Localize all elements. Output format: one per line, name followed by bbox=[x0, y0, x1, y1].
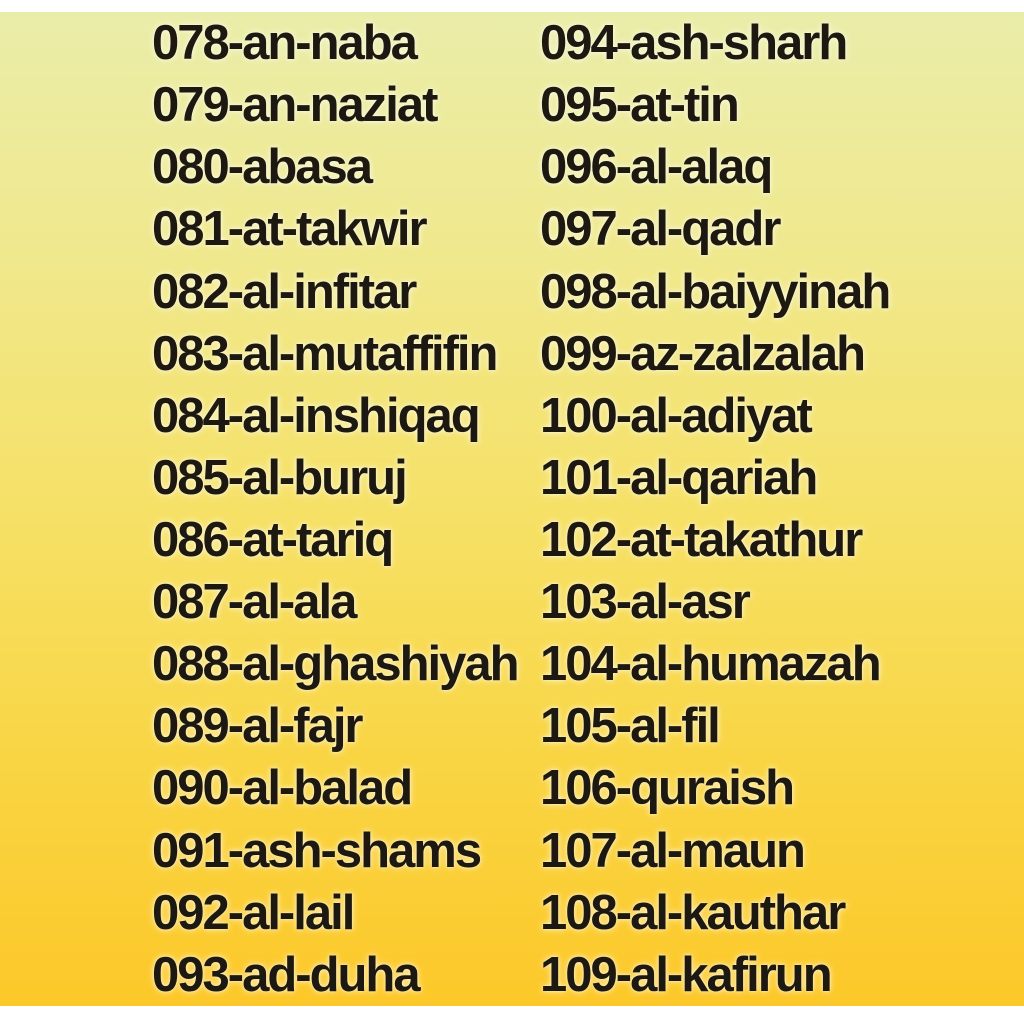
surah-list-item: 082-al-infitar bbox=[152, 264, 416, 319]
surah-list-item: 089-al-fajr bbox=[152, 699, 362, 754]
surah-list-item: 097-al-qadr bbox=[540, 202, 780, 257]
surah-list-item: 103-al-asr bbox=[540, 575, 749, 630]
surah-list-item: 108-al-kauthar bbox=[540, 885, 845, 940]
surah-list-item: 090-al-balad bbox=[152, 761, 412, 816]
surah-list-item: 100-al-adiyat bbox=[540, 388, 811, 443]
surah-list-item: 081-at-takwir bbox=[152, 202, 426, 257]
surah-list-item: 088-al-ghashiyah bbox=[152, 637, 518, 692]
surah-list-item: 092-al-lail bbox=[152, 885, 354, 940]
surah-list-item: 080-abasa bbox=[152, 140, 372, 195]
surah-list-item: 086-at-tariq bbox=[152, 512, 393, 567]
surah-list-item: 091-ash-shams bbox=[152, 823, 481, 878]
surah-list-item: 085-al-buruj bbox=[152, 450, 406, 505]
surah-list-item: 105-al-fil bbox=[540, 699, 719, 754]
surah-list-item: 094-ash-sharh bbox=[540, 16, 847, 71]
surah-list-item: 095-at-tin bbox=[540, 78, 738, 133]
surah-list-right-column bbox=[540, 12, 1010, 1006]
surah-list-item: 096-al-alaq bbox=[540, 140, 772, 195]
surah-list-left-column bbox=[152, 12, 532, 1006]
surah-list-item: 079-an-naziat bbox=[152, 78, 437, 133]
surah-list-item: 093-ad-duha bbox=[152, 947, 419, 1002]
surah-list-item: 098-al-baiyyinah bbox=[540, 264, 890, 319]
surah-list-item: 083-al-mutaffifin bbox=[152, 326, 497, 381]
surah-list-item: 109-al-kafirun bbox=[540, 947, 831, 1002]
surah-list-item: 102-at-takathur bbox=[540, 512, 862, 567]
surah-list-item: 087-al-ala bbox=[152, 575, 356, 630]
surah-list-item: 104-al-humazah bbox=[540, 637, 880, 692]
surah-list-item: 078-an-naba bbox=[152, 16, 416, 71]
surah-list-item: 106-quraish bbox=[540, 761, 794, 816]
surah-list-item: 101-al-qariah bbox=[540, 450, 817, 505]
surah-list-item: 084-al-inshiqaq bbox=[152, 388, 479, 443]
surah-list-item: 099-az-zalzalah bbox=[540, 326, 865, 381]
surah-list-item: 107-al-maun bbox=[540, 823, 804, 878]
surah-list-poster bbox=[0, 12, 1024, 1006]
